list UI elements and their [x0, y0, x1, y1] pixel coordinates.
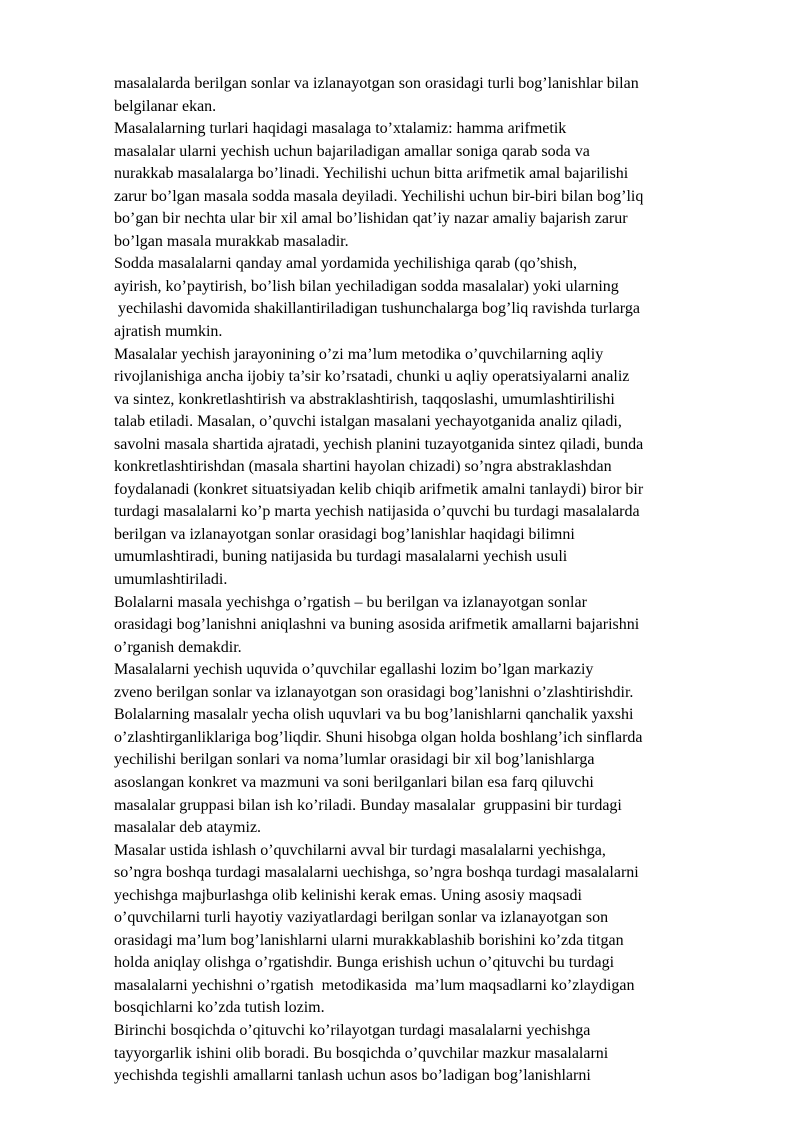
- text-line: yechilishi berilgan sonlari va noma’lumlar orasidagi bir xil bog’lanishlarga: [114, 751, 595, 769]
- text-line: turdagi masalalarni ko’p marta yechish natijasida o’quvchi bu turdagi masalalarda: [114, 503, 640, 521]
- text-line: savolni masala shartida ajratadi, yechish planini tuzayotganida sintez qiladi, bunda: [114, 435, 644, 453]
- text-line: talab etiladi. Masalan, o’quvchi istalgan masalani yechayotganida analiz qiladi,: [114, 413, 622, 431]
- text-line: masalalar deb ataymiz.: [114, 819, 262, 837]
- text-line: Sodda masalalarni qanday amal yordamida yechilishiga qarab (qo’shish,: [114, 255, 577, 273]
- text-line: berilgan va izlanayotgan sonlar orasidagi bog’lanishlar haqidagi bilimni: [114, 525, 575, 543]
- text-line: yechishda tegishli amallarni tanlash uchun asos bo’ladigan bog’lanishlarni: [114, 1067, 591, 1085]
- text-line: bo’gan bir nechta ular bir xil amal bo’lishidan qat’iy nazar amaliy bajarish zarur: [114, 210, 628, 228]
- text-line: umumlashtiriladi.: [114, 571, 228, 589]
- text-line: Bolalarning masalalr yecha olish uquvlari va bu bog’lanishlarni qanchalik yaxshi: [114, 706, 634, 724]
- text-line: orasidagi ma’lum bog’lanishlarni ularni murakkablashib borishini ko’zda titgan: [114, 931, 624, 949]
- text-line: belgilanar ekan.: [114, 97, 217, 115]
- text-line: umumlashtiradi, buning natijasida bu turdagi masalalarni yechish usuli: [114, 548, 568, 566]
- text-line: so’ngra boshqa turdagi masalalarni uechishga, so’ngra boshqa turdagi masalalarni: [114, 864, 639, 882]
- text-line: foydalanadi (konkret situatsiyadan kelib chiqib arifmetik amalni tanlaydi) biror bir: [114, 480, 644, 498]
- text-line: rivojlanishiga ancha ijobiy ta’sir ko’rsatadi, chunki u aqliy operatsiyalarni analiz: [114, 368, 630, 386]
- text-line: Masalalarning turlari haqidagi masalaga to’xtalamiz: hamma arifmetik: [114, 120, 567, 138]
- text-line: yechishga majburlashga olib kelinishi kerak emas. Uning asosiy maqsadi: [114, 886, 582, 904]
- text-line: masalalarni yechishni o’rgatish metodikasida ma’lum maqsadlarni ko’zlaydigan: [114, 976, 635, 994]
- text-line: ayirish, ko’paytirish, bo’lish bilan yechiladigan sodda masalalar) yoki ularning: [114, 277, 619, 295]
- text-line: konkretlashtirishdan (masala shartini hayolan chizadi) so’ngra abstraklashdan: [114, 458, 612, 476]
- text-line: bo’lgan masala murakkab masaladir.: [114, 232, 349, 250]
- text-line: Birinchi bosqichda o’qituvchi ko’rilayotgan turdagi masalalarni yechishga: [114, 1021, 591, 1039]
- text-line: Masalalar yechish jarayonining o’zi ma’lum metodika o’quvchilarning aqliy: [114, 345, 604, 363]
- text-line: yechilashi davomida shakillantiriladigan tushunchalarga bog’liq ravishda turlarga: [114, 300, 640, 318]
- text-line: tayyorgarlik ishini olib boradi. Bu bosqichda o’quvchilar mazkur masalalarni: [114, 1044, 609, 1062]
- text-line: nurakkab masalalarga bo’linadi. Yechilishi uchun bitta arifmetik amal bajarilishi: [114, 165, 629, 183]
- text-line: ajratish mumkin.: [114, 323, 223, 341]
- text-line: masalalar gruppasi bilan ish ko’riladi. Bunday masalalar gruppasini bir turdagi: [114, 796, 622, 814]
- text-line: Masalalarni yechish uquvida o’quvchilar egallashi lozim bo’lgan markaziy: [114, 661, 594, 679]
- text-line: orasidagi bog’lanishni aniqlashni va buning asosida arifmetik amallarni bajarishni: [114, 616, 640, 634]
- text-line: bosqichlarni ko’zda tutish lozim.: [114, 999, 325, 1017]
- text-line: Bolalarni masala yechishga o’rgatish – bu berilgan va izlanayotgan sonlar: [114, 593, 587, 611]
- text-line: Masalar ustida ishlash o’quvchilarni avval bir turdagi masalalarni yechishga,: [114, 841, 606, 859]
- text-line: va sintez, konkretlashtirish va abstraklashtirish, taqqoslashi, umumlashtirilishi: [114, 390, 615, 408]
- document-body-text: [114, 73, 754, 1088]
- text-line: o’rganish demakdir.: [114, 638, 242, 656]
- text-line: o’zlashtirganliklariga bog’liqdir. Shuni hisobga olgan holda boshlang’ich sinflarda: [114, 728, 643, 746]
- text-line: o’quvchilarni turli hayotiy vaziyatlardagi berilgan sonlar va izlanayotgan son: [114, 909, 609, 927]
- text-line: zveno berilgan sonlar va izlanayotgan son orasidagi bog’lanishni o’zlashtirishdir.: [114, 683, 634, 701]
- text-line: holda aniqlay olishga o’rgatishdir. Bunga erishish uchun o’qituvchi bu turdagi: [114, 954, 615, 972]
- text-line: zarur bo’lgan masala sodda masala deyiladi. Yechilishi uchun bir-biri bilan bog’liq: [114, 187, 644, 205]
- text-line: masalalarda berilgan sonlar va izlanayotgan son orasidagi turli bog’lanishlar bilan: [114, 75, 639, 92]
- text-line: masalalar ularni yechish uchun bajariladigan amallar soniga qarab soda va: [114, 142, 590, 160]
- text-line: asoslangan konkret va mazmuni va soni berilganlari bilan esa farq qiluvchi: [114, 773, 594, 791]
